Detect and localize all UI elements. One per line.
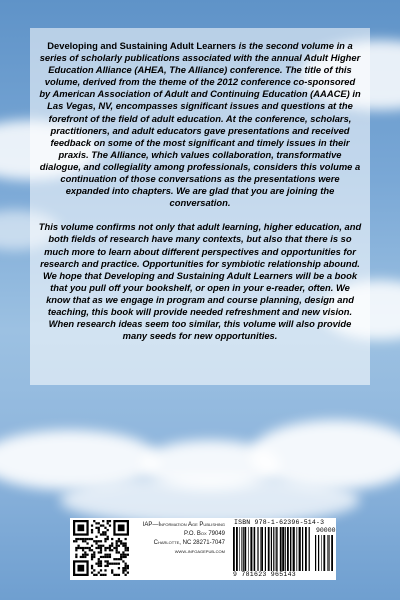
description-text: is the second volume in a series of scholarly publications associated with the annual Adult Higher Education Alliance (AHEA, The Alliance) conference. The title of this volume, derived from the theme of the 2012 conference co-sponsored by American Association of Adult and Continuing Education (AAACE) in Las Vegas, NV, encompasses significant issues and questions at the forefront of the field of adult education. At the conference, scholars, practitioners, and adult educators gave presentations and received feedback on some of the most significant and timely issues in their praxis. The Alliance, which values collaboration, transformative dialogue, and collegiality among professionals, considers this volume a continuation of those conversations as the presentations were expanded into chapters. We are glad that you are joining the conversation. [39, 40, 361, 209]
barcode-bar [236, 527, 238, 571]
ean-barcode-icon [232, 527, 310, 571]
barcode-bar [323, 535, 325, 571]
publisher-po-box: P.O. Box 79049 [183, 531, 225, 537]
barcode-bar [287, 527, 289, 571]
ean-digits: 9 781623 965143 [233, 571, 297, 578]
barcode-bar [276, 527, 277, 571]
description-panel [30, 28, 370, 385]
barcode-bar [285, 527, 286, 571]
barcode-bar [328, 535, 329, 571]
publisher-city: Charlotte, NC 28271-7047 [153, 540, 225, 546]
barcode-bar [268, 527, 270, 571]
barcode-bar [241, 527, 242, 571]
barcode-bar [233, 527, 235, 571]
barcode-bar [318, 535, 319, 571]
book-title: Developing and Sustaining Adult Learners [47, 40, 237, 51]
barcode-bar [239, 527, 240, 571]
isbn-label: ISBN 978-1-62396-514-3 [234, 519, 325, 526]
barcode-bar [260, 527, 261, 571]
barcode-bar [331, 535, 333, 571]
barcode-bar [258, 527, 259, 571]
barcode-bar [315, 535, 316, 571]
description-paragraph-1 [38, 40, 362, 209]
publisher-name: IAP—Information Age Publishing [142, 522, 225, 528]
barcode-bar [290, 527, 291, 571]
barcode-bar [261, 527, 263, 571]
barcode-bar [321, 535, 322, 571]
publisher-info [130, 521, 225, 557]
barcode-bar [250, 527, 252, 571]
barcode-bar [282, 527, 284, 571]
qr-code-icon [73, 520, 129, 576]
addon-barcode-icon [314, 535, 334, 571]
barcode-bar [277, 527, 278, 571]
barcode-bar [292, 527, 293, 571]
barcode-bar [248, 527, 249, 571]
barcode-bar [265, 527, 266, 571]
barcode-bar [302, 527, 303, 571]
barcode-bar [280, 527, 282, 571]
barcode-bar [273, 527, 274, 571]
barcode-bar [299, 527, 301, 571]
barcode-bar [327, 535, 328, 571]
barcode-bar [293, 527, 295, 571]
barcode-bar [329, 535, 330, 571]
barcode-bar [305, 527, 307, 571]
barcode-bar [298, 527, 299, 571]
barcode-bar [244, 527, 246, 571]
barcode-bar [296, 527, 297, 571]
barcode-bar [257, 527, 258, 571]
barcode-bar [243, 527, 244, 571]
barcode-bar [253, 527, 254, 571]
publisher-website: www.infoagepub.com [174, 549, 225, 555]
price-code: 90000 [316, 527, 336, 534]
barcode-bar [271, 527, 272, 571]
barcode-bar [254, 527, 255, 571]
description-paragraph-2: This volume confirms not only that adult learning, higher education, and both fields of research have many contexts, but also that there is so much more to learn about different perspectives and opportunities for research and practice. Opportunities for symbiotic relationship abound. We hope that Developing and Sustaining Adult Learners will be a book that you pull off your bookshelf, or open in your e-reader, often. We know that as we engage in program and course planning, design and teaching, this book will provide needed refreshment and new vision. When research ideas seem too similar, this volume will also provide many seeds for new opportunities. [38, 221, 362, 342]
barcode-bar [309, 527, 310, 571]
